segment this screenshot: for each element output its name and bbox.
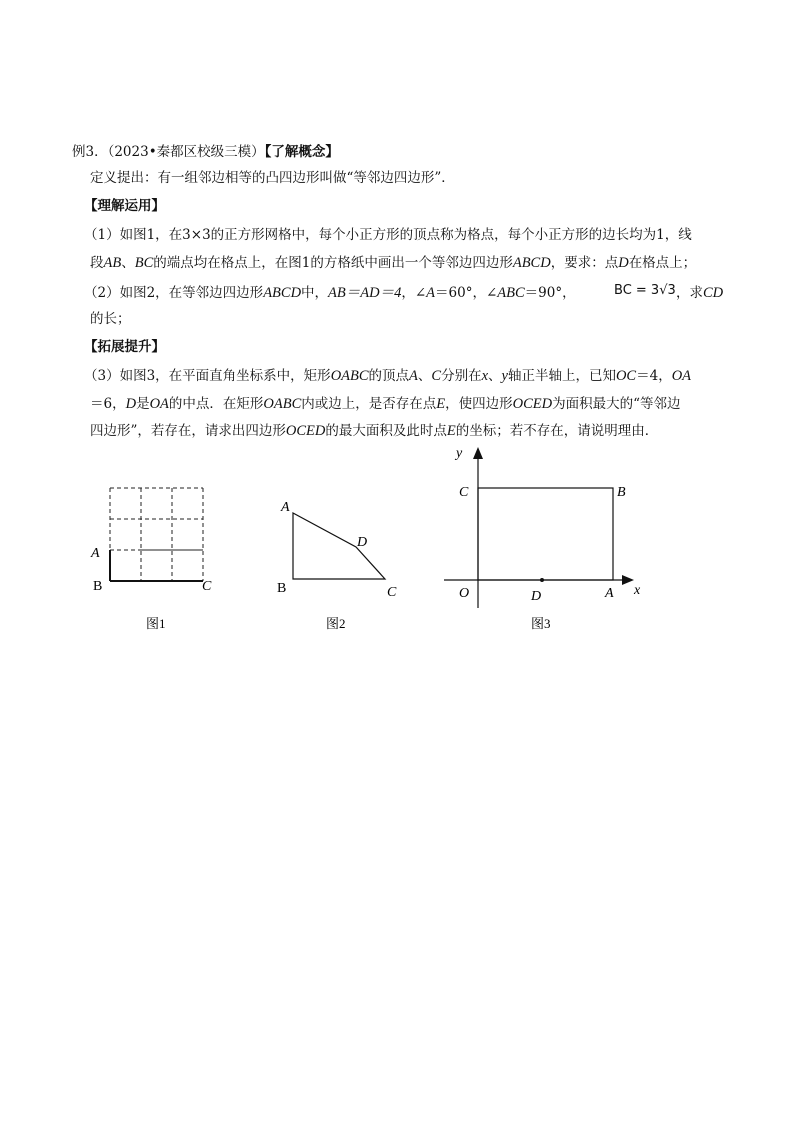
fig3-label-y: y xyxy=(456,446,463,461)
q2-line1-tail: ，求CD xyxy=(676,285,724,301)
fig1-label-a: A xyxy=(91,546,100,561)
figure-3 xyxy=(444,446,641,631)
rectangle-oabc xyxy=(478,488,613,580)
fig3-label-b: B xyxy=(617,485,626,500)
q2-line1: （2）如图2，在等邻边四边形ABCD中，AB＝AD＝4，∠A＝60°，∠ABC＝90°， xyxy=(84,285,576,301)
quadrilateral-abcd xyxy=(293,513,385,579)
fig3-label-a: A xyxy=(605,586,614,601)
definition: 定义提出：有一组邻边相等的凸四边形叫做“等邻边四边形”． xyxy=(90,170,455,186)
q1-line1: （1）如图1，在3×3的正方形网格中，每个小正方形的顶点称为格点，每个小正方形的边长均为1，线 xyxy=(84,227,692,243)
example-tag: 【了解概念】 xyxy=(264,144,339,160)
fig2-label-a: A xyxy=(281,500,290,515)
q3-line2: ＝6，D是OA的中点．在矩形OABC内或边上，是否存在点E，使四边形OCED为面积最大的“等邻边 xyxy=(90,396,681,412)
q2-line2: 的长； xyxy=(90,311,131,327)
fig2-label-b: B xyxy=(277,581,287,596)
q3-line1: （3）如图3，在平面直角坐标系中，矩形OABC的顶点A、C分别在x、y轴正半轴上，已知OC＝4，OA xyxy=(84,368,692,384)
fig2-label-c: C xyxy=(387,585,397,600)
section-understand: 【理解运用】 xyxy=(84,198,165,214)
point-d xyxy=(540,578,544,582)
fig1-label-b: B xyxy=(93,579,103,594)
grid-dashed xyxy=(110,488,203,581)
fig1-label-c: C xyxy=(202,579,212,594)
q3-line3: 四边形”，若存在，请求出四边形OCED的最大面积及此时点E的坐标；若不存在，请说明理由． xyxy=(90,423,659,439)
figure-2 xyxy=(277,500,397,631)
example-number: 例3． xyxy=(72,144,108,160)
fig3-label-x: x xyxy=(634,583,641,598)
q1-line2: 段AB、BC的端点均在格点上，在图1的方格纸中画出一个等邻边四边形ABCD，要求：点D在格点上； xyxy=(90,255,697,271)
fig1-caption: 图1 xyxy=(146,616,166,631)
q2-bc-expression: BC = 3√3 xyxy=(614,283,676,298)
fig3-caption: 图3 xyxy=(531,616,551,631)
y-axis-arrow xyxy=(473,447,483,459)
fig3-label-d: D xyxy=(531,589,542,604)
fig2-label-d: D xyxy=(357,535,368,550)
fig3-label-c: C xyxy=(459,485,469,500)
x-axis-arrow xyxy=(622,575,634,585)
figure-1 xyxy=(90,488,212,631)
fig3-label-o: O xyxy=(459,586,470,601)
fig2-caption: 图2 xyxy=(326,616,346,631)
section-extend: 【拓展提升】 xyxy=(84,339,165,355)
example-source: （2023•秦都区校级三模） xyxy=(107,144,265,160)
